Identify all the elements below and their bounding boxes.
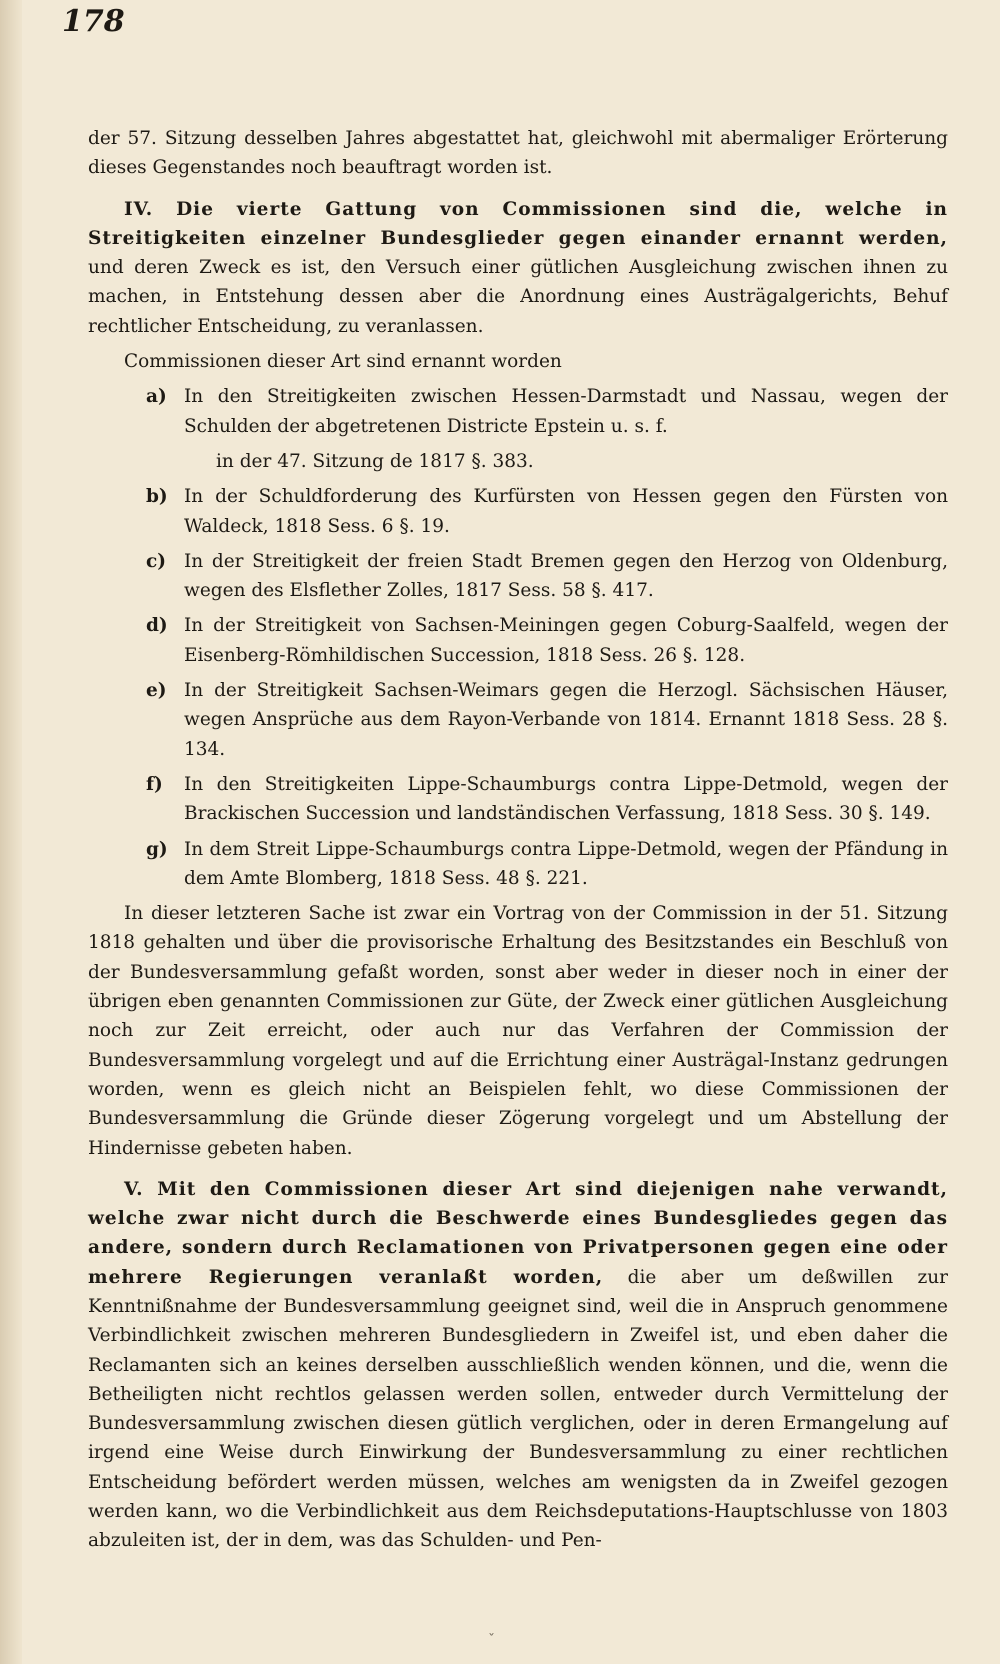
section-v-lead: V. Mit den Commissionen dieser Art sind diejenigen nahe verwandt, welche zwar nicht durch die Beschwerde eines Bundesgliedes gegen das andere, sondern durch Reclamationen von Privatpersonen gegen eine oder mehrere Regierungen veranlaßt worden,: [88, 1178, 948, 1288]
list-item-d: [88, 611, 948, 670]
section-v-rest: die aber um deßwillen zur Kenntnißnahme der Bundesversammlung geeignet sind, weil die in Anspruch genommene Verbindlichkeit zwischen mehreren Bundesgliedern in Zweifel ist, und eben daher die Reclamanten sich an keines derselben ausschließlich wenden können, und die, wenn die Betheiligten nicht rechtlos gelassen werden sollen, entweder durch Vermittelung der Bundesversammlung zwischen diesen gütlich verglichen, oder in deren Ermangelung auf irgend eine Weise durch Einwirkung der Bundesversammlung zu einer rechtlichen Entscheidung befördert werden müssen, welches am wenigsten da in Zweifel gezogen werden kann, wo die Verbindlichkeit aus dem Reichsdeputations-Hauptschlusse von 1803 abzuleiten ist, der in dem, was das Schulden- und Pen-: [88, 1266, 949, 1552]
item-label: e): [146, 680, 167, 702]
paragraph-latter-case: In dieser letzteren Sache ist zwar ein Vortrag von der Commission in der 51. Sitzung 1818 gehalten und über die provisorische Erhaltung des Besitzstandes ein Beschluß von der Bundesversammlung gefaßt worden, sonst aber weder in dieser noch in einer der übrigen eben genannten Commissionen zur Güte, der Zweck einer gütlichen Ausgleichung noch zur Zeit erreicht, oder auch nur das Verfahren der Commission der Bundesversammlung vorgelegt und auf die Errichtung einer Austrägal-Instanz gedrungen worden, wenn es gleich nicht an Beispielen fehlt, wo diese Commissionen der Bundesversammlung die Gründe dieser Zögerung vorgelegt und um Abstellung der Hindernisse gebeten haben.: [88, 903, 948, 1159]
section-iv-lead: IV. Die vierte Gattung von Commissionen sind die, welche in Streitigkeiten einzelner Bundesglieder gegen einander ernannt werden,: [88, 198, 948, 249]
page-edge-shadow: [0, 0, 22, 1664]
item-label: b): [146, 486, 168, 508]
page-number: 178: [62, 4, 125, 39]
section-iv: [88, 195, 948, 341]
item-text: In den Streitigkeiten zwischen Hessen-Darmstadt und Nassau, wegen der Schulden der abgetretenen Districte Epstein u. s. f.: [184, 386, 948, 437]
text-body: [88, 124, 948, 1562]
item-label: f): [146, 773, 163, 795]
item-text: In dem Streit Lippe-Schaumburgs contra Lippe-Detmold, wegen der Pfändung in dem Amte Blomberg, 1818 Sess. 48 §. 221.: [184, 838, 948, 889]
item-label: d): [146, 615, 168, 637]
item-text: In der Schuldforderung des Kurfürsten von Hessen gegen den Fürsten von Waldeck, 1818 Sess. 6 §. 19.: [184, 486, 948, 537]
item-text: In der Streitigkeit Sachsen-Weimars gegen die Herzogl. Sächsischen Häuser, wegen Ansprüche aus dem Rayon-Verbande von 1814. Ernannt 1818 Sess. 28 §. 134.: [184, 680, 948, 760]
section-iv-rest: und deren Zweck es ist, den Versuch einer gütlichen Ausgleichung zwischen ihnen zu machen, in Entstehung dessen aber die Anordnung eines Austrägalgerichts, Behuf rechtlicher Entscheidung, zu veranlassen.: [88, 257, 948, 337]
item-label: g): [146, 838, 168, 860]
item-label: c): [146, 550, 167, 572]
item-text: In der Streitigkeit von Sachsen-Meiningen gegen Coburg-Saalfeld, wegen der Eisenberg-Römhildischen Succession, 1818 Sess. 26 §. 128.: [184, 615, 948, 666]
list-item-b: [88, 482, 948, 541]
list-item-f: [88, 770, 948, 829]
item-text: In den Streitigkeiten Lippe-Schaumburgs contra Lippe-Detmold, wegen der Brackischen Succession und landständischen Verfassung, 1818 Sess. 30 §. 149.: [184, 773, 948, 825]
list-item-a: [88, 382, 948, 441]
list-item-c: [88, 547, 948, 606]
continuation-paragraph: der 57. Sitzung desselben Jahres abgestattet hat, gleichwohl mit abermaliger Erörterung dieses Gegenstandes noch beauftragt worden ist.: [88, 128, 948, 179]
section-v: [88, 1175, 948, 1556]
stray-mark: ˇ: [488, 1632, 495, 1648]
item-text: In der Streitigkeit der freien Stadt Bremen gegen den Herzog von Oldenburg, wegen des Elsflether Zolles, 1817 Sess. 58 §. 417.: [184, 550, 948, 602]
commissions-intro: Commissionen dieser Art sind ernannt worden: [124, 351, 562, 373]
list-item-g: [88, 835, 948, 894]
list-item-e: [88, 676, 948, 764]
item-label: a): [146, 386, 167, 408]
list-item-a-note: in der 47. Sitzung de 1817 §. 383.: [216, 450, 534, 472]
